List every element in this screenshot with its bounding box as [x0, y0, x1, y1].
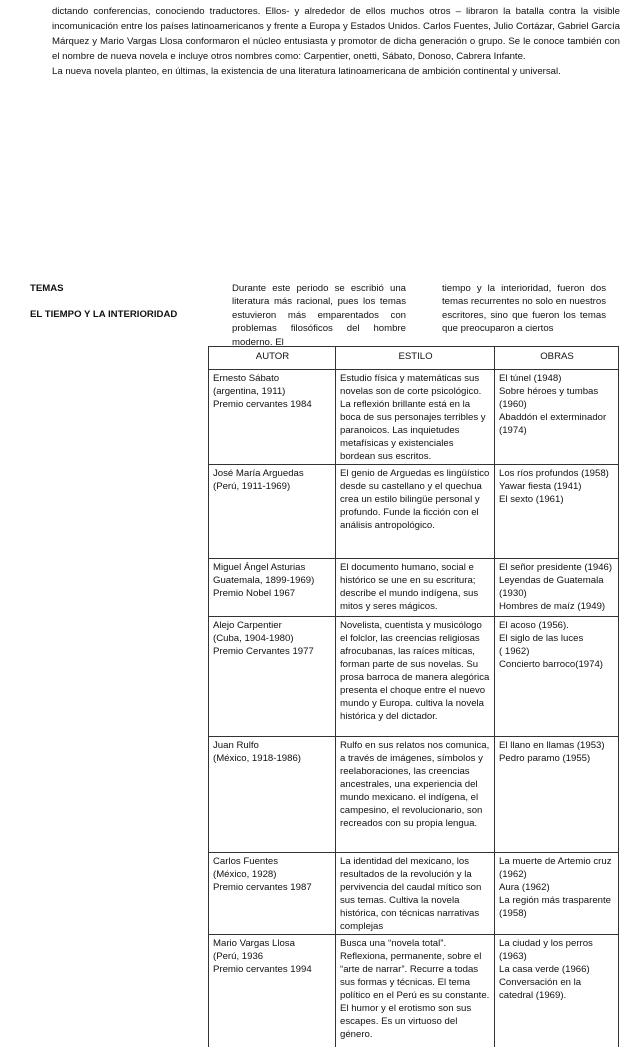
obra-line: Conversación en la catedral (1969).	[499, 977, 582, 1001]
table-row	[209, 465, 619, 559]
obra-line: El señor presidente (1946)	[499, 562, 613, 573]
authors-table	[208, 346, 619, 1047]
obra-line: Hombres de maíz (1949)	[499, 601, 606, 612]
section-subheading: EL TIEMPO Y LA INTERIORIDAD	[30, 309, 178, 320]
obra-line: Concierto barroco(1974)	[499, 659, 603, 670]
intro-text	[52, 4, 620, 79]
header-obras: OBRAS	[495, 347, 619, 370]
autor-cell	[209, 465, 336, 559]
header-autor: AUTOR	[209, 347, 336, 370]
obra-line: El llano en llamas (1953)	[499, 740, 605, 751]
obras-cell	[495, 617, 619, 737]
autor-line: Premio Nobel 1967	[213, 588, 296, 599]
obra-line: ( 1962)	[499, 646, 530, 657]
autor-cell	[209, 935, 336, 1047]
section-text-column-a: Durante este periodo se escribió una literatura más racional, pues los temas estuvieron más emparentados con problemas filosóficos del hombre moderno. El	[232, 283, 406, 348]
autor-cell	[209, 559, 336, 617]
obra-line: La casa verde (1966)	[499, 964, 590, 975]
header-estilo: ESTILO	[336, 347, 495, 370]
obras-cell	[495, 853, 619, 935]
autor-line: (México, 1918-1986)	[213, 753, 301, 764]
autor-cell	[209, 853, 336, 935]
obras-cell	[495, 935, 619, 1047]
autor-cell	[209, 617, 336, 737]
autor-cell	[209, 737, 336, 853]
autor-line: (Perú, 1911-1969)	[213, 481, 291, 492]
obra-line: El siglo de las luces	[499, 633, 584, 644]
estilo-cell: La identidad del mexicano, los resultados de la revolución y la pervivencia del caudal mítico son sus temas. Cultiva la novela histórica, con técnicas narrativas complejas	[336, 853, 495, 935]
obra-line: El acoso (1956).	[499, 620, 569, 631]
section-text-column-b: tiempo y la interioridad, fueron dos temas recurrentes no solo en nuestros escritores, sino que fueron los temas que preocuparon a ciertos	[442, 283, 606, 335]
autor-line: Carlos Fuentes	[213, 856, 279, 867]
autor-line: (argentina, 1911)	[213, 386, 286, 397]
obra-line: La ciudad y los perros (1963)	[499, 938, 593, 962]
obra-line: El sexto (1961)	[499, 494, 564, 505]
table-row	[209, 370, 619, 465]
estilo-cell: Estudio física y matemáticas sus novelas son de corte psicológico. La reflexión brillante está en la boca de sus personajes terribles y paranoicos. Las inquietudes metafísicas y existenciales bordean sus escritos.	[336, 370, 495, 465]
obra-line: La región más trasparente (1958)	[499, 895, 611, 919]
autor-line: Premio cervantes 1984	[213, 399, 312, 410]
table-body	[209, 370, 619, 1047]
autor-line: Mario Vargas Llosa	[213, 938, 295, 949]
autor-line: Miguel Ángel Asturias	[213, 562, 306, 573]
autor-cell	[209, 370, 336, 465]
autor-line: Premio cervantes 1994	[213, 964, 312, 975]
autor-line: (Cuba, 1904-1980)	[213, 633, 294, 644]
autor-line: Guatemala, 1899-1969)	[213, 575, 315, 586]
obra-line: Sobre héroes y tumbas (1960)	[499, 386, 599, 410]
obras-cell	[495, 465, 619, 559]
autor-line: (Perú, 1936	[213, 951, 264, 962]
autor-line: Juan Rulfo	[213, 740, 259, 751]
section-heading: TEMAS	[30, 283, 64, 294]
table-row	[209, 935, 619, 1047]
obra-line: Yawar fiesta (1941)	[499, 481, 582, 492]
intro-paragraph-2: La nueva novela planteo, en últimas, la existencia de una literatura latinoamericana de ambición continental y universal.	[52, 66, 561, 77]
obra-line: Pedro paramo (1955)	[499, 753, 591, 764]
estilo-cell: Busca una “novela total”. Reflexiona, permanente, sobre el “arte de narrar”. Recurre a todas sus formas y técnicas. El tema político en el Perú es su constante. El humor y el erotismo son sus escapes. Es un virtuoso del género.	[336, 935, 495, 1047]
autor-line: Premio Cervantes 1977	[213, 646, 314, 657]
table-row	[209, 617, 619, 737]
obras-cell	[495, 737, 619, 853]
intro-paragraph-1: dictando conferencias, conociendo traductores. Ellos- y alrededor de ellos muchos otros – libraron la batalla contra la visible incomunicación entre los países latinoamericanos y frente a Europa y Estados Unidos. Carlos Fuentes, Julio Cortázar, Gabriel García Márquez y Mario Vargas Llosa conformaron el núcleo entusiasta y promotor de dicha generación o grupo. Se le conoce también con el nombre de nueva novela e incluye otros nombres como: Carpentier, onetti, Sábato, Donoso, Cabrera Infante.	[52, 6, 620, 62]
estilo-cell: Novelista, cuentista y musicólogo el folclor, las creencias religiosas afrocubanas, las raíces míticas, forman parte de sus novelas. Su prosa barroca de manera alegórica presenta el choque entre el nuevo mundo y Europa. cultiva la novela histórica y del dictador.	[336, 617, 495, 737]
autor-line: Premio cervantes 1987	[213, 882, 312, 893]
obra-line: La muerte de Artemio cruz (1962)	[499, 856, 612, 880]
estilo-cell: El genio de Arguedas es lingüístico desde su castellano y el quechua crea un estilo bilingüe personal y profundo. Funde la ficción con el análisis antropológico.	[336, 465, 495, 559]
obra-line: El túnel (1948)	[499, 373, 562, 384]
autor-line: José María Arguedas	[213, 468, 304, 479]
table-row	[209, 853, 619, 935]
estilo-cell: Rulfo en sus relatos nos comunica, a través de imágenes, símbolos y reelaboraciones, las creencias ancestrales, una experiencia del mundo mexicano. el indígena, el campesino, el revolucionario, son recreados con su propia lengua.	[336, 737, 495, 853]
estilo-cell: El documento humano, social e histórico se une en su escritura; describe el mundo indígena, sus mitos y seres mágicos.	[336, 559, 495, 617]
obras-cell	[495, 370, 619, 465]
table-row	[209, 737, 619, 853]
autor-line: Alejo Carpentier	[213, 620, 282, 631]
autor-line: Ernesto Sábato	[213, 373, 280, 384]
table-header-row	[209, 347, 619, 370]
obra-line: Leyendas de Guatemala (1930)	[499, 575, 604, 599]
autor-line: (México, 1928)	[213, 869, 277, 880]
table-row	[209, 559, 619, 617]
obra-line: Aura (1962)	[499, 882, 550, 893]
section-headings	[30, 282, 220, 334]
obra-line: Abaddón el exterminador (1974)	[499, 412, 607, 436]
obra-line: Los ríos profundos (1958)	[499, 468, 609, 479]
obras-cell	[495, 559, 619, 617]
